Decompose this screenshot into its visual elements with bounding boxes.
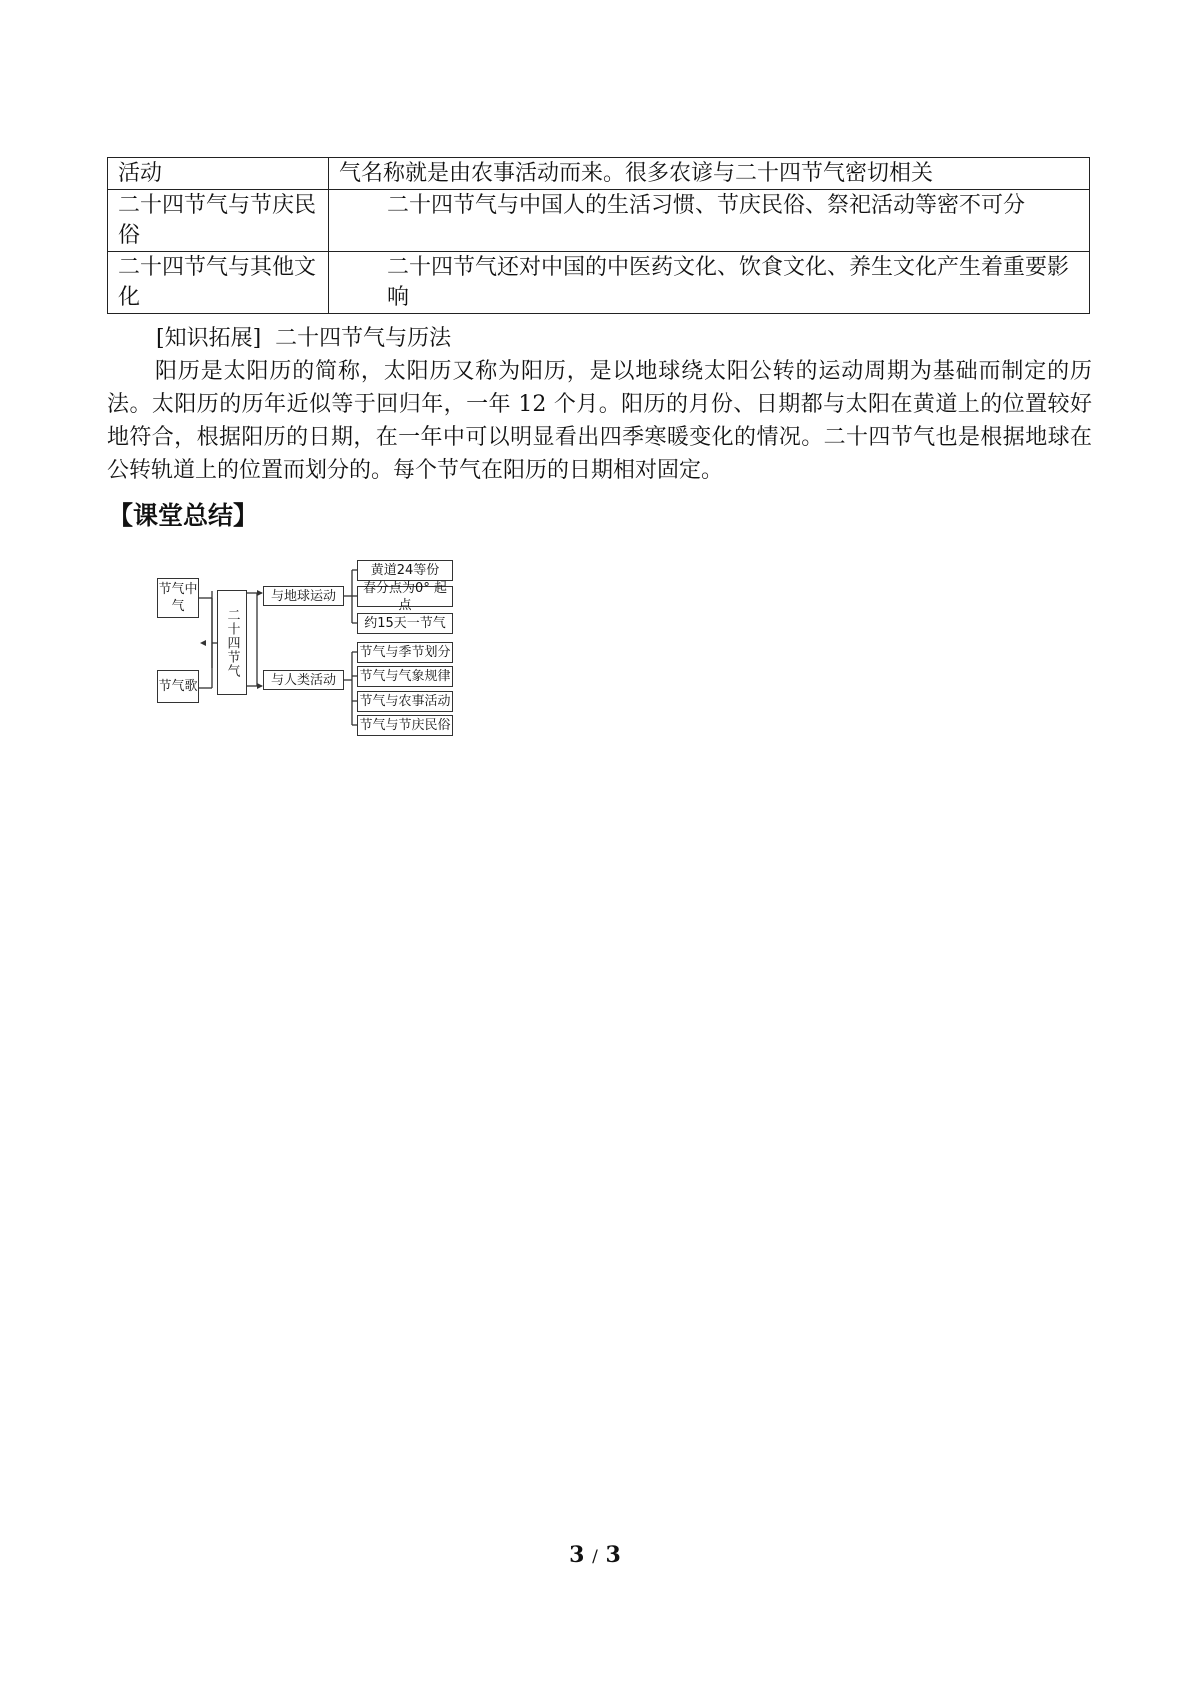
extension-title: 二十四节气与历法 [275,326,452,351]
info-table [107,157,1090,314]
box-earth-item: 黄道24等份 [357,560,453,581]
table-cell-content [329,190,1090,252]
table-row [108,158,1090,190]
extension-tag: [知识拓展] [156,326,262,351]
cell-text: 二十四节气与中国人的生活习惯、节庆民俗、祭祀活动等密不可分 [387,193,1026,218]
extension-heading-line [156,322,1141,355]
table-cell-content [329,252,1090,314]
page-number [560,1542,630,1568]
box-earth-item: 春分点为0° 起点 [357,586,453,607]
box-human-item: 节气与节庆民俗 [357,715,453,736]
table-cell-label: 活动 [108,158,329,190]
table-cell-label: 二十四节气与其他文化 [108,252,329,314]
box-human-activity: 与人类活动 [263,670,344,690]
table-cell-label: 二十四节气与节庆民俗 [108,190,329,252]
box-earth-motion: 与地球运动 [263,586,344,606]
page-separator: / [592,1547,598,1567]
page-total: 3 [605,1542,621,1568]
box-human-item: 节气与气象规律 [357,666,453,687]
cell-text: 二十四节气还对中国的中医药文化、饮食文化、养生文化产生着重要影响 [387,255,1070,310]
page-current: 3 [569,1542,585,1568]
table-row [108,252,1090,314]
box-jieqi-song: 节气歌 [157,670,199,703]
box-human-item: 节气与农事活动 [357,691,453,712]
summary-heading: 【课堂总结】 [108,501,259,530]
extension-paragraph: 阳历是太阳历的简称，太阳历又称为阳历，是以地球绕太阳公转的运动周期为基础而制定的历法。太阳历的历年近似等于回归年，一年 12 个月。阳历的月份、日期都与太阳在黄道上的位置较好地符合，根据阳历的日期，在一年中可以明显看出四季寒暖变化的情况。二十四节气也是根据地球在公转轨道上的位置而划分的。每个节气在阳历的日期相对固定。 [107,359,1092,483]
box-earth-item: 约15天一节气 [357,613,453,634]
table-cell-content: 气名称就是由农事活动而来。很多农谚与二十四节气密切相关 [329,158,1090,190]
box-24-solar-terms: 二十四节气 [217,590,247,695]
box-jieqi-zhongqi: 节气中气 [157,578,199,618]
table-row [108,190,1090,252]
concept-diagram [157,548,495,745]
box-human-item: 节气与季节划分 [357,642,453,663]
